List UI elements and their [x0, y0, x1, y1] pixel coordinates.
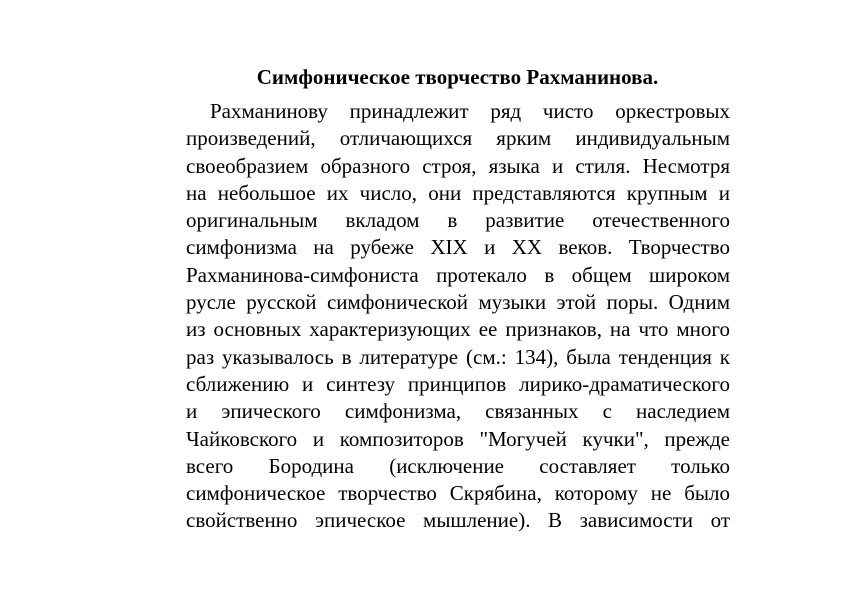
- paragraph-line: оригинальным вкладом в развитие отечественного: [186, 208, 730, 233]
- paragraph-line: Рахманинова-симфониста протекало в общем широком: [186, 262, 730, 287]
- paragraph-line: русле русской симфонической музыки этой поры. Одним: [186, 290, 730, 315]
- paragraph-line: и эпического симфонизма, связанных с наследием: [186, 399, 730, 424]
- paragraph-line: всего Бородина (исключение составляет только: [186, 453, 730, 478]
- paragraph-line: Чайковского и композиторов "Могучей кучки", прежде: [186, 426, 730, 451]
- paragraph-line: сближению и синтезу принципов лирико-драматического: [186, 371, 730, 396]
- document-title: Симфоническое творчество Рахманинова.: [256, 65, 659, 89]
- paragraph-line: симфоническое творчество Скрябина, которому не было: [186, 481, 730, 506]
- paragraph-line: произведений, отличающихся ярким индивидуальным: [186, 126, 730, 151]
- paragraph-line: свойственно эпическое мышление). В зависимости от: [186, 508, 730, 533]
- paragraph-line: своеобразием образного строя, языка и стиля. Несмотря: [186, 153, 730, 178]
- paragraph-line: Рахманинову принадлежит ряд чисто оркестровых: [210, 99, 730, 123]
- paragraph-line: на небольшое их число, они представляются крупным и: [186, 180, 730, 205]
- paragraph-line: из основных характеризующих ее признаков, на что много: [186, 317, 730, 342]
- body-paragraph: [186, 98, 730, 535]
- paragraph-line: раз указывалось в литературе (см.: 134), была тенденция к: [186, 344, 730, 369]
- paragraph-line: симфонизма на рубеже XIX и XX веков. Творчество: [186, 235, 730, 260]
